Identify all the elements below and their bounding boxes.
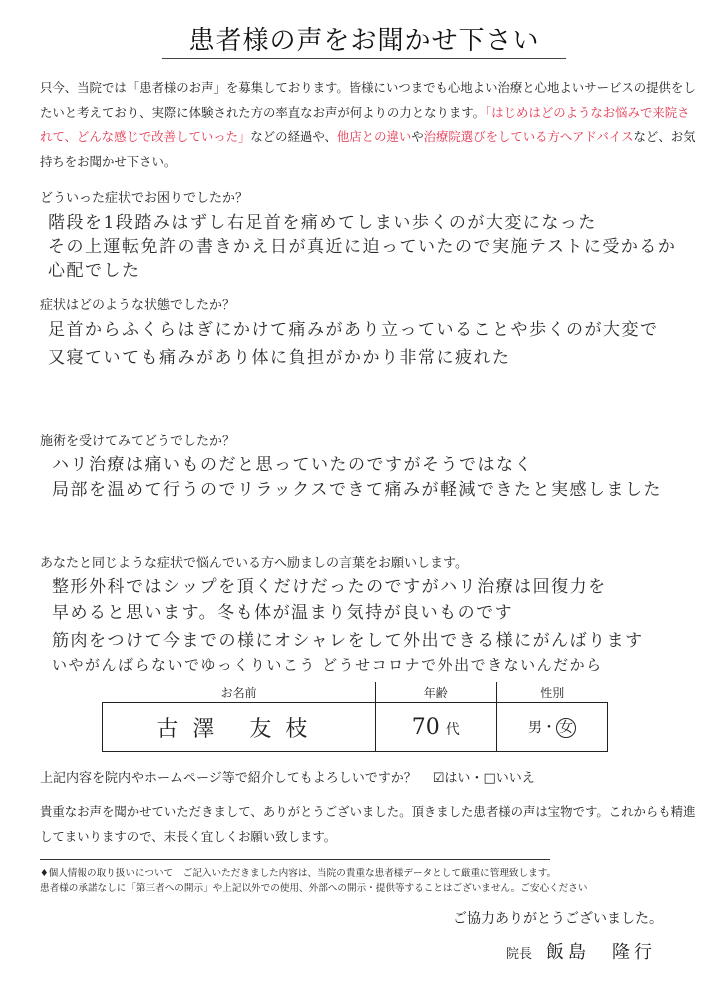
answer-1-line-2: その上運転免許の書きかえ日が真近に迫っていたので実施テストに受かるか (48, 237, 677, 257)
answer-4-line-4: いやがんばらないでゆっくりいこう どうせコロナで外出できないんだから (52, 656, 603, 674)
question-1: どういった症状でお困りでしたか？ (40, 191, 249, 206)
director-name: 飯島 隆行 (546, 942, 656, 963)
closing-message: ご協力ありがとうございました。 (453, 911, 663, 927)
consent-dot: ・ (470, 771, 484, 786)
separator-line (40, 859, 550, 860)
gender-male: 男 (527, 719, 542, 736)
intro-highlight-2: 他店との違い (336, 129, 412, 144)
thanks-paragraph: 貴重なお声を聞かせていただきまして、ありがとうございました。頂きました患者様の声は宝物です。これからも精進してまいりますので、末長く宜しくお願い致します。 (40, 804, 696, 844)
intro-text-3: や (411, 129, 424, 144)
intro-highlight-1: 「はじめはどのようなお悩みで来院されて、どんな感じで改善していった」 (40, 104, 690, 144)
privacy-notice (40, 866, 700, 896)
intro-highlight-3: 治療院選びをしている方へアドバイス (423, 129, 634, 144)
question-3: 施術を受けてみてどうでしたか？ (40, 434, 236, 449)
name-label: お名前 (103, 682, 376, 703)
gender-dot: ・ (541, 719, 556, 736)
answer-4-line-3: 筋肉をつけて今までの様にオシャレをして外出できる様にがんばります (52, 631, 644, 651)
answer-2-line-1: 足首からふくらはぎにかけて痛みがあり立っていることや歩くのが大変で (48, 320, 659, 340)
director-role: 院長 (505, 947, 532, 962)
age-label: 年齢 (375, 682, 496, 703)
answer-4-line-2: 早めると思います。冬も体が温まり気持が良いものです (52, 603, 514, 623)
age-value: 70 (411, 714, 440, 740)
answer-1-line-1: 階段を1段踏みはずし右足首を痛めてしまい歩くのが大変になった (48, 213, 597, 233)
consent-yes-checkbox[interactable]: ☑ (432, 771, 445, 786)
consent-no-label: いいえ (495, 771, 535, 786)
intro-paragraph (40, 76, 700, 174)
age-unit: 代 (445, 721, 460, 738)
title-underline (162, 58, 566, 59)
consent-question: 上記内容を院内やホームページ等で紹介してもよろしいですか？ (40, 771, 417, 786)
answer-1-line-3: 心配でした (48, 261, 141, 281)
name-value: 古澤 友枝 (103, 703, 376, 752)
consent-yes-label: はい (444, 771, 471, 786)
question-2: 症状はどのような状態でしたか？ (40, 298, 236, 313)
gender-label: 性別 (496, 682, 607, 703)
director-signature (506, 938, 656, 964)
question-4: あなたと同じような症状で悩んでいる方へ励ましの言葉をお願いします。 (40, 556, 468, 571)
privacy-line-2: 患者様の承諾なしに「第三者への開示」や上記以外での使用、外部への開示・提供等することはございません。ご安心ください (40, 883, 588, 894)
answer-3-line-2: 局部を温めて行うのでリラックスできて痛みが軽減できたと実感しました (52, 480, 662, 500)
intro-text-4: など、お気持ちをお聞かせ下さい。 (40, 129, 696, 169)
gender-cell (496, 703, 607, 752)
answer-4-line-1: 整形外科ではシップを頂くだけだったのですがハリ治療は回復力を (52, 577, 607, 597)
answer-3-line-1: ハリ治療は痛いものだと思っていたのですがそうではなく (52, 455, 533, 475)
intro-text-2: などの経過や、 (250, 129, 337, 144)
privacy-line-1: ♦個人情報の取り扱いについて ご記入いただきました内容は、当院の貴重な患者様データとして厳重に管理致します。 (40, 868, 557, 879)
consent-no-checkbox[interactable]: □ (483, 771, 496, 786)
consent-line (40, 767, 535, 786)
page-title: 患者様の声をお聞かせ下さい (188, 26, 540, 56)
answer-2-line-2: 又寝ていても痛みがあり体に負担がかかり非常に疲れた (48, 348, 511, 368)
patient-info-table (102, 682, 608, 752)
age-cell (375, 703, 496, 752)
gender-female-circled: 女 (556, 718, 576, 738)
intro-text-1: 只今、当院では「患者様のお声」を募集しております。皆様にいつまでも心地よい治療と心地よいサービスの提供をしたいと考えており、実際に体験された方の率直なお声が何よりの力となります。 (40, 80, 696, 120)
